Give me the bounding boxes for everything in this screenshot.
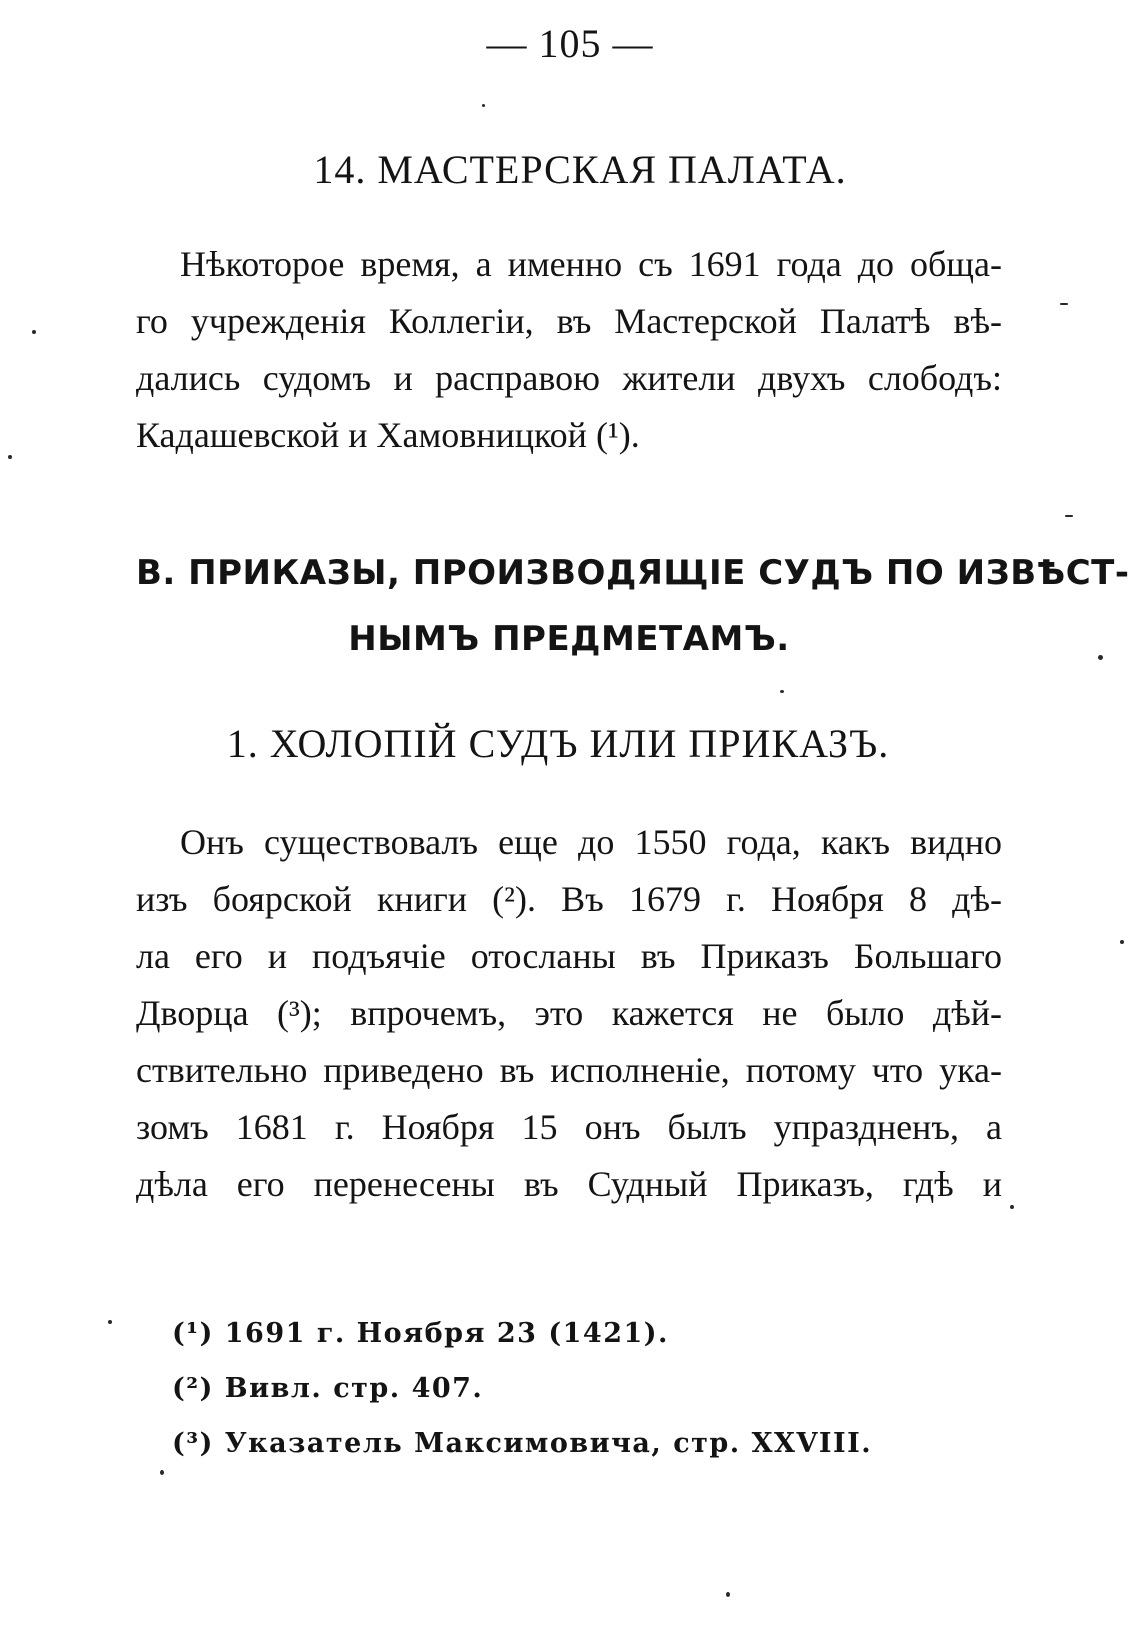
paragraph-line: Нѣкоторое время, а именно съ 1691 года до обща- <box>180 244 1002 284</box>
paragraph-line: Онъ существовалъ еще до 1550 года, какъ видно <box>180 822 1002 862</box>
paragraph-line: дѣла его перенесены въ Судный Приказъ, гдѣ и <box>136 1164 1002 1204</box>
scan-speck <box>32 330 36 334</box>
paragraph-line: дались судомъ и расправою жители двухъ слободъ: <box>136 358 1002 398</box>
heading-holopiy-sud: 1. ХОЛОПІЙ СУДЪ ИЛИ ПРИКАЗЪ. <box>226 721 890 766</box>
heading-masterskaya-palata: 14. МАСТЕРСКАЯ ПАЛАТА. <box>313 147 847 192</box>
paragraph-line: ла его и подъячіе отосланы въ Приказъ Большаго <box>136 936 1002 976</box>
paragraph-line: изъ боярской книги (²). Въ 1679 г. Ноября 8 дѣ- <box>136 879 1002 919</box>
page-number: — 105 — <box>486 21 654 66</box>
scan-speck <box>160 1470 164 1475</box>
scan-speck <box>108 1320 112 1324</box>
scan-speck <box>482 104 485 107</box>
footnote-1: (¹) 1691 г. Ноября 23 (1421). <box>172 1318 669 1349</box>
scan-speck <box>780 690 784 693</box>
scan-speck <box>1010 1205 1014 1209</box>
footnote-2: (²) Вивл. стр. 407. <box>172 1373 484 1404</box>
scan-speck <box>1065 515 1073 517</box>
footnote-3: (³) Указатель Максимовича, стр. XXVIII. <box>172 1428 873 1459</box>
paragraph-masterskaya-palata <box>136 236 1002 464</box>
scan-speck <box>8 455 12 459</box>
section-title-line: В. ПРИКАЗЫ, ПРОИЗВОДЯЩІЕ СУДЪ ПО ИЗВѢСТ- <box>136 553 1130 593</box>
scan-speck <box>1098 655 1103 660</box>
scan-speck <box>726 1592 730 1597</box>
paragraph-line: ствительно приведено въ исполненіе, потому что ука- <box>136 1050 1002 1090</box>
section-title-line: НЫМЪ ПРЕДМЕТАМЪ. <box>348 619 790 659</box>
paragraph-holopiy-sud <box>136 814 1002 1213</box>
paragraph-line: Дворца (³); впрочемъ, это кажется не было дѣй- <box>136 993 1002 1033</box>
footnotes <box>172 1306 872 1471</box>
paragraph-line: Кадашевской и Хамовницкой (¹). <box>136 415 640 455</box>
section-title-prikazy <box>136 540 1130 672</box>
paragraph-line: го учрежденія Коллегіи, въ Мастерской Палатѣ вѣ- <box>136 301 1002 341</box>
scan-speck <box>1120 940 1124 944</box>
scan-speck <box>1060 303 1068 305</box>
paragraph-line: зомъ 1681 г. Ноября 15 онъ былъ упраздненъ, а <box>136 1107 1002 1147</box>
